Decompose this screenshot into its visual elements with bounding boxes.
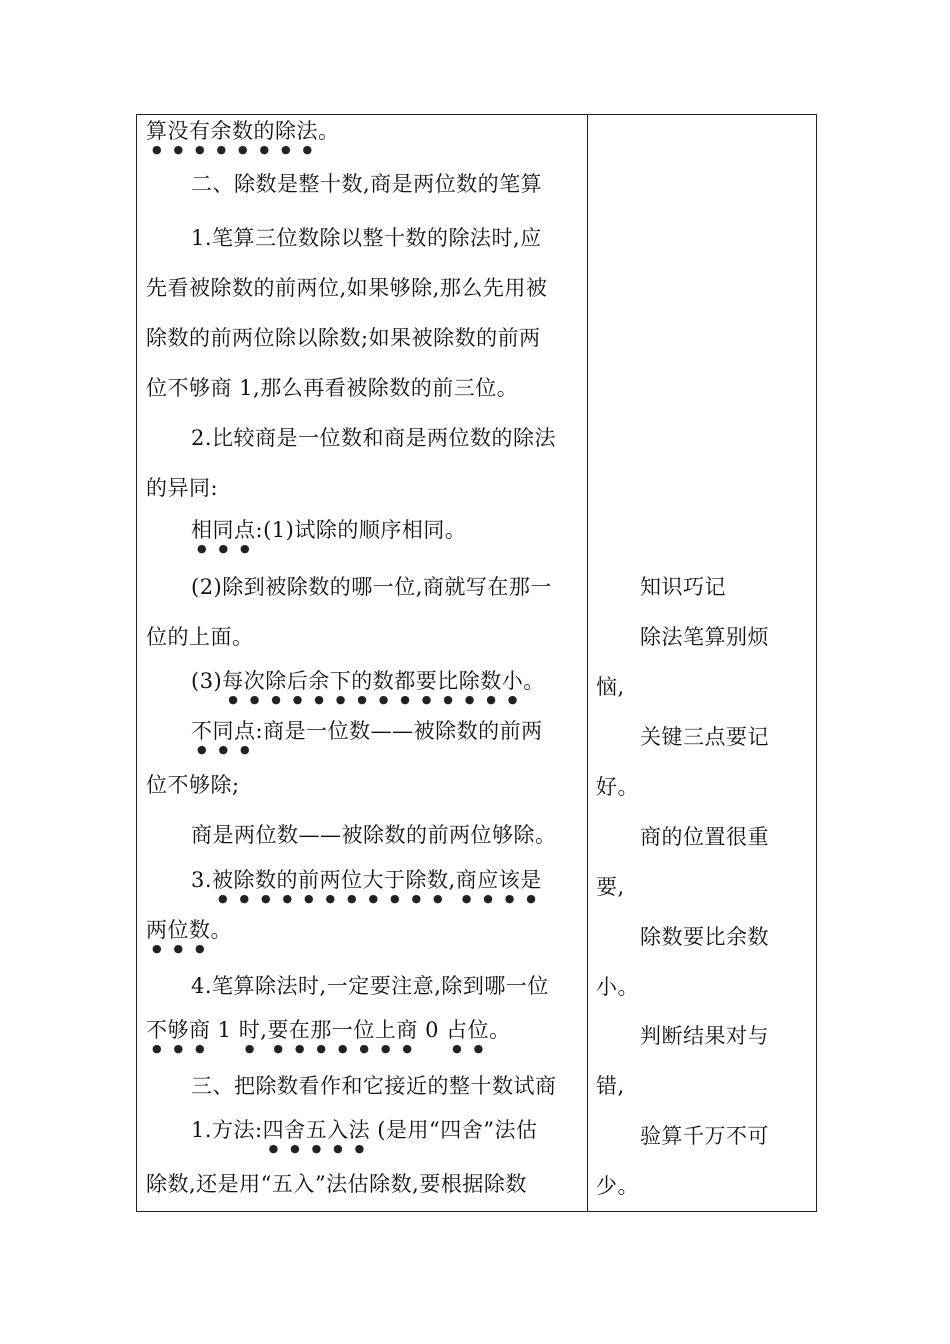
text-line xyxy=(191,1117,537,1155)
text-segment: 先看被除数的前两位,如果够除,那么先用被 xyxy=(146,276,548,300)
text-segment: (2)除到被除数的哪一位,商就写在那一 xyxy=(191,575,552,599)
text-segment: 4.笔算除法时,一定要注意,除到哪一位 xyxy=(191,974,549,998)
emphasized-text: 每次除后余下的数都要比除数小 xyxy=(222,669,524,693)
text-segment: 除数的前两位除以除数;如果被除数的前两 xyxy=(146,326,541,350)
tip-line: 商的位置很重 xyxy=(640,825,769,849)
text-segment: 3. xyxy=(191,868,213,892)
tip-line: 除数要比余数 xyxy=(640,925,769,949)
text-segment: 位不够商 1,那么再看被除数的前三位。 xyxy=(146,376,519,400)
text-line xyxy=(146,1171,527,1197)
emphasized-text: 要在那一位上商 xyxy=(267,1018,418,1042)
text-segment: 。 xyxy=(489,1018,511,1042)
text-segment: 除数,还是用“五入”法估除数,要根据除数 xyxy=(146,1172,527,1196)
text-segment: (是用“四舍”法估 xyxy=(370,1118,538,1142)
text-segment: 商是两位数——被除数的前两位够除。 xyxy=(191,823,557,847)
tip-line: 除法笔算别烦 xyxy=(640,625,769,649)
tip-line: 好。 xyxy=(596,775,639,799)
text-line xyxy=(191,867,542,905)
emphasized-text: 占位 xyxy=(446,1018,490,1042)
text-line xyxy=(146,772,240,798)
emphasized-text: 两位数 xyxy=(146,918,211,942)
emphasized-text: 被除数的前两位大于除数,商应该是 xyxy=(212,868,542,892)
text-segment: 1.笔算三位数除以整十数的除法时,应 xyxy=(191,226,542,250)
tip-line: 要, xyxy=(596,875,625,899)
emphasized-text: 相同点 xyxy=(191,518,256,542)
text-segment: 位不够除; xyxy=(146,773,240,797)
text-segment: :商是一位数——被除数的前两 xyxy=(255,719,543,743)
emphasized-text: 不够商 xyxy=(146,1018,211,1042)
emphasized-text: 时 xyxy=(238,1018,261,1042)
text-segment: 。 xyxy=(210,918,232,942)
text-segment: , xyxy=(260,1018,268,1042)
text-line xyxy=(146,1017,511,1055)
tip-line: 判断结果对与 xyxy=(640,1024,769,1048)
text-segment: 位的上面。 xyxy=(146,625,254,649)
text-line xyxy=(191,574,552,600)
notes-table xyxy=(136,114,817,1212)
text-segment: 。 xyxy=(318,119,340,143)
text-segment: 的异同: xyxy=(146,476,219,500)
text-line xyxy=(146,375,518,401)
text-segment: (3) xyxy=(191,669,223,693)
text-segment: 二、除数是整十数,商是两位数的笔算 xyxy=(191,172,543,196)
tips-heading: 知识巧记 xyxy=(640,575,726,599)
text-line xyxy=(146,275,547,301)
text-line xyxy=(191,668,545,706)
text-segment: 2.比较商是一位数和商是两位数的除法 xyxy=(191,426,557,450)
text-segment: 1.方法: xyxy=(191,1118,263,1142)
text-line xyxy=(146,325,541,351)
tip-line: 验算千万不可 xyxy=(640,1124,769,1148)
text-line xyxy=(146,475,218,501)
text-segment: 0 xyxy=(417,1018,447,1042)
tip-line: 恼, xyxy=(596,675,625,699)
text-line xyxy=(191,822,557,848)
text-segment: 三、把除数看作和它接近的整十数试商 xyxy=(191,1074,557,1098)
text-line xyxy=(191,973,549,999)
emphasized-text: 四舍五入法 xyxy=(262,1118,371,1142)
tip-line: 关键三点要记 xyxy=(640,725,769,749)
text-line xyxy=(191,718,543,756)
column-divider xyxy=(587,115,588,1211)
text-line xyxy=(146,118,340,156)
emphasized-text: 不同点 xyxy=(191,719,256,743)
text-line xyxy=(146,624,254,650)
text-line xyxy=(191,225,542,251)
text-segment: 。 xyxy=(523,669,545,693)
text-line xyxy=(191,517,466,555)
text-segment: :(1)试除的顺序相同。 xyxy=(255,518,467,542)
tip-line: 错, xyxy=(596,1074,625,1098)
text-segment: 1 xyxy=(210,1018,239,1042)
tip-line: 小。 xyxy=(596,975,639,999)
tip-line: 少。 xyxy=(596,1174,639,1198)
text-line xyxy=(146,917,232,955)
text-line xyxy=(191,171,542,197)
text-line xyxy=(191,1073,557,1099)
text-line xyxy=(191,425,556,451)
emphasized-text: 算没有余数的除法 xyxy=(146,119,318,143)
